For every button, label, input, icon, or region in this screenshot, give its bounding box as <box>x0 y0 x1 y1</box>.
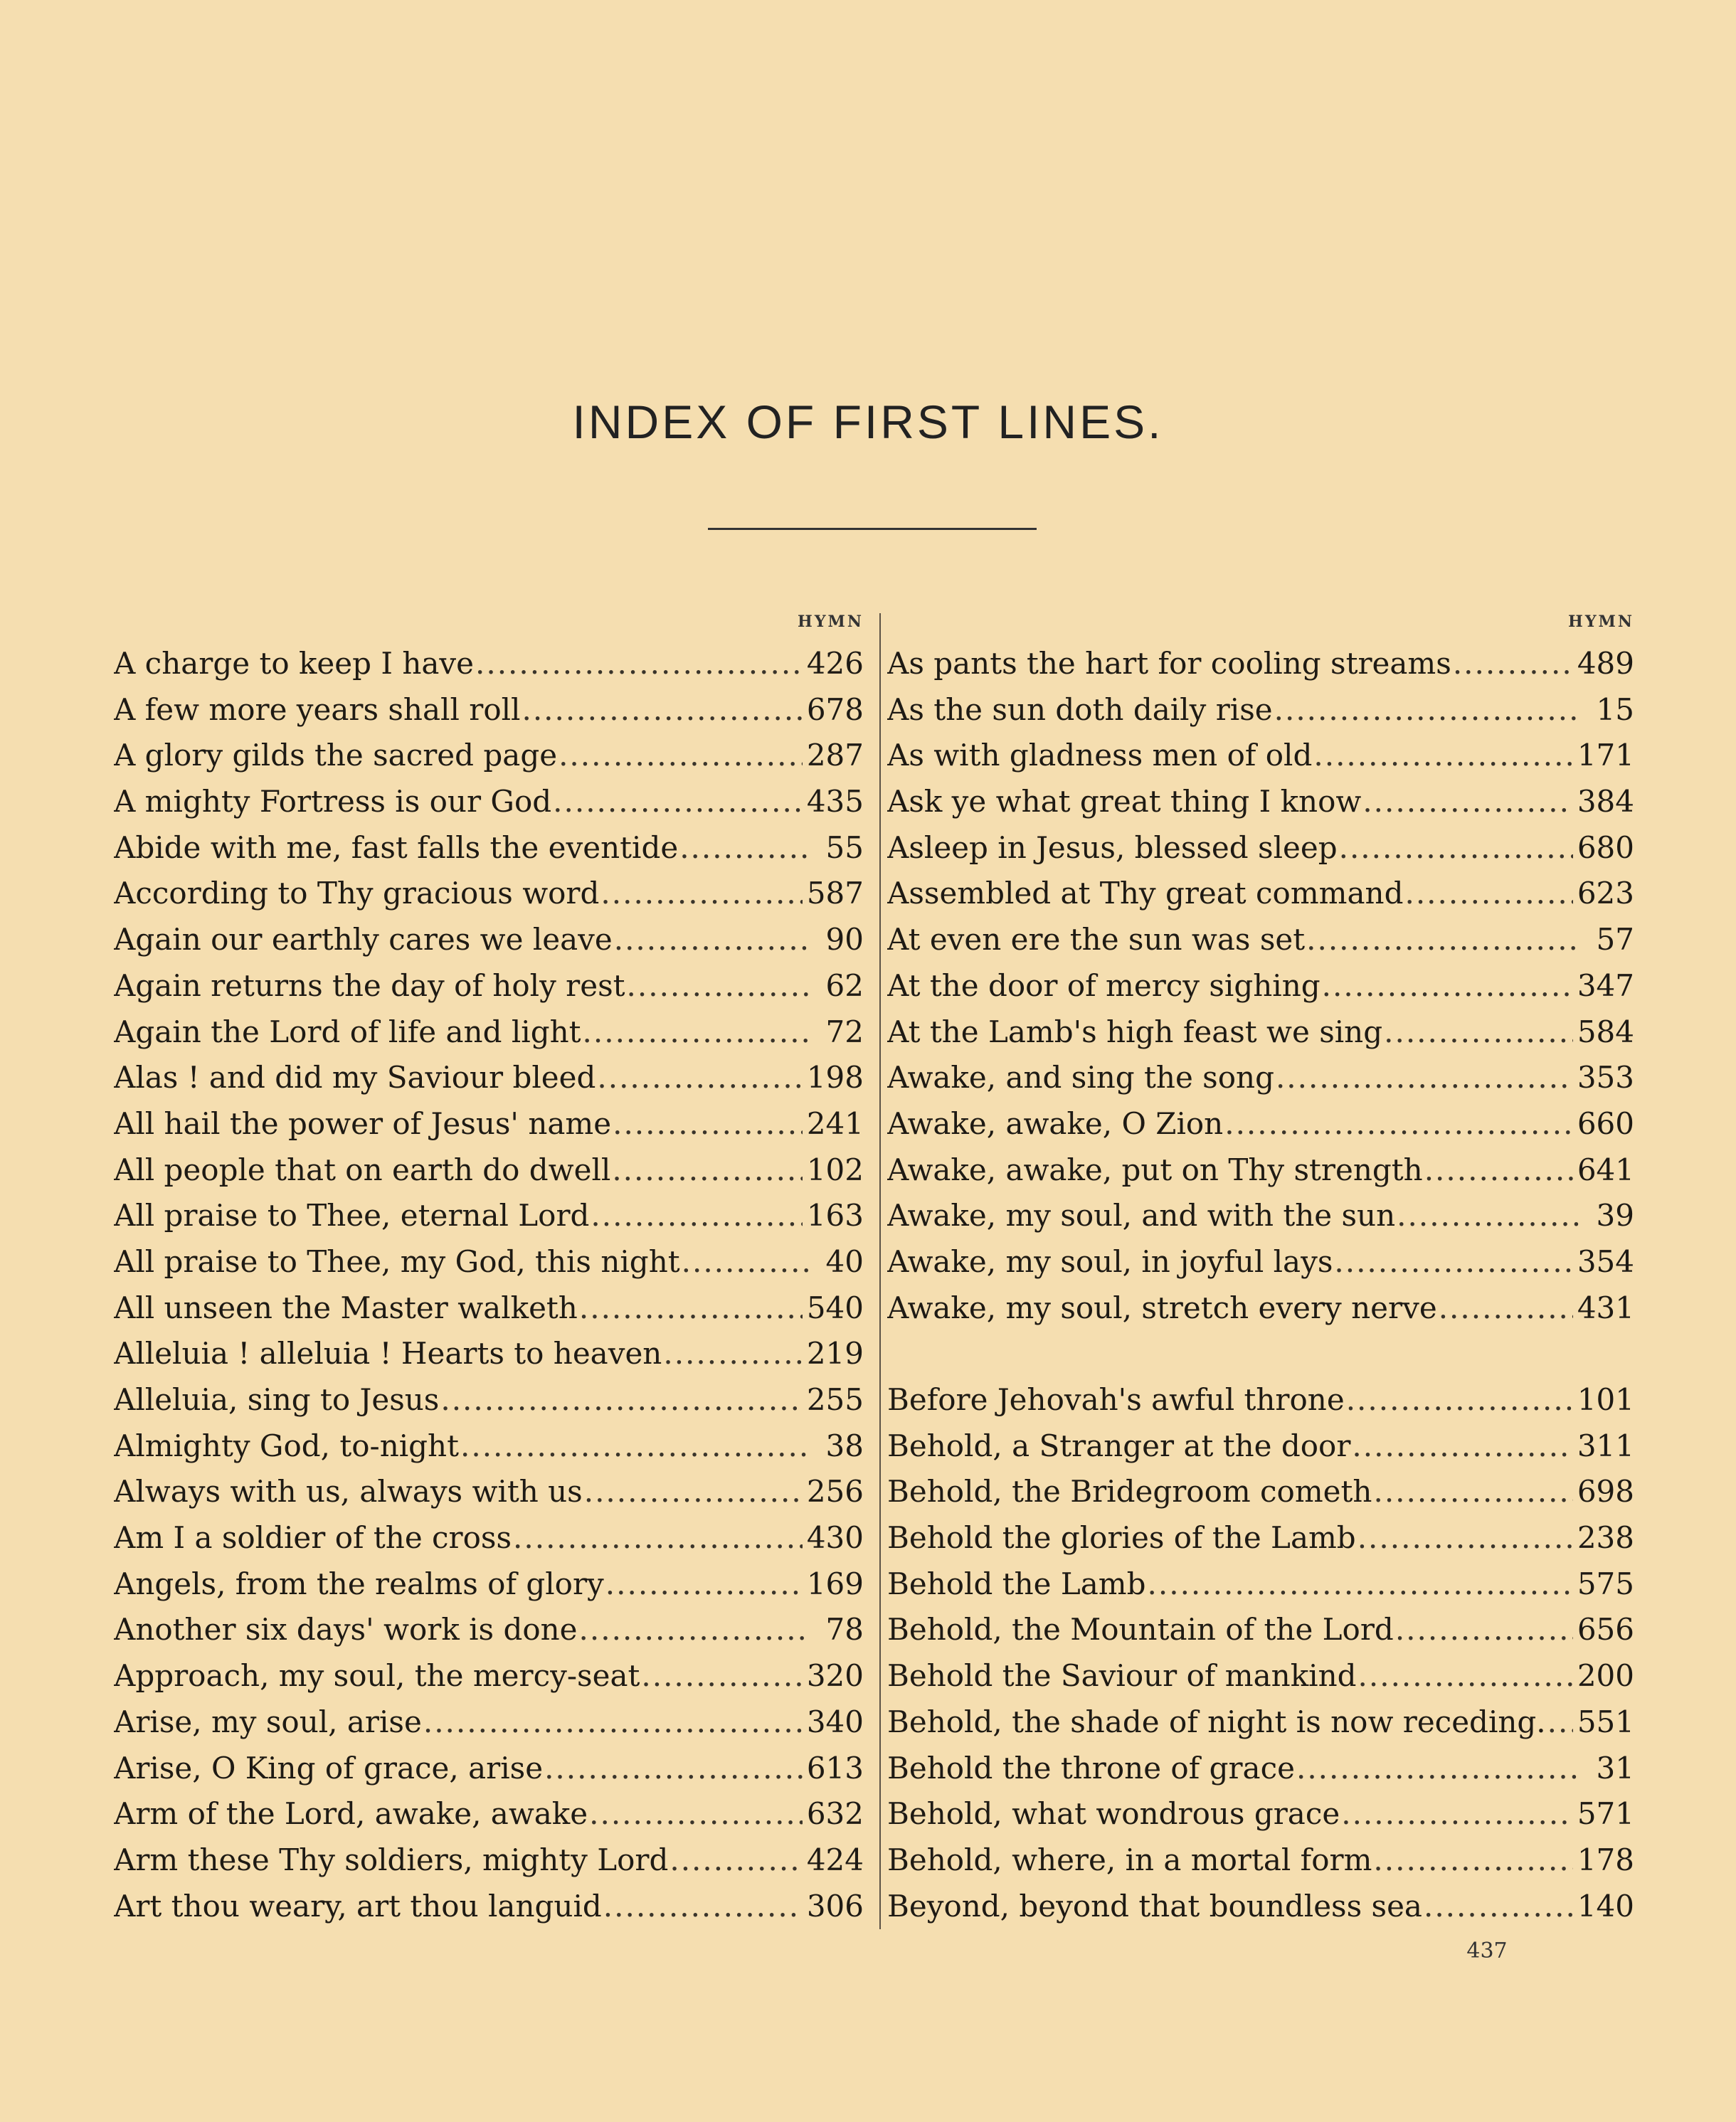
dot-leader <box>522 687 802 733</box>
hymn-number: 238 <box>1577 1520 1634 1556</box>
index-entry <box>114 1055 864 1101</box>
hymn-column-header: HYMN <box>798 612 864 631</box>
dot-leader <box>1362 779 1573 825</box>
index-entry <box>114 1193 864 1239</box>
index-entry <box>114 641 864 687</box>
hymn-number: 424 <box>806 1842 864 1877</box>
hymn-number: 102 <box>806 1152 864 1187</box>
hymn-number: 571 <box>1577 1796 1634 1832</box>
index-entry <box>114 871 864 917</box>
dot-leader <box>1313 733 1572 779</box>
first-line-text: Approach, my soul, the mercy-seat <box>114 1658 640 1694</box>
index-entry <box>114 825 864 871</box>
first-line-text: Behold the Lamb <box>887 1566 1146 1601</box>
hymn-number: 660 <box>1577 1105 1634 1141</box>
first-line-text: Art thou weary, art thou languid <box>114 1888 602 1924</box>
dot-leader <box>584 1469 803 1515</box>
first-line-text: Behold, the shade of night is now receding. <box>887 1704 1546 1739</box>
hymn-number: 354 <box>1577 1243 1634 1279</box>
dot-leader <box>1296 1746 1580 1792</box>
first-line-text: Abide with me, fast falls the eventide <box>114 829 679 865</box>
first-line-text: Behold the Saviour of mankind <box>887 1658 1357 1694</box>
first-line-text: All people that on earth do dwell <box>114 1152 611 1187</box>
first-line-text: Alas ! and did my Saviour bleed <box>114 1060 596 1096</box>
first-line-text: A charge to keep I have <box>114 646 474 681</box>
first-line-text: A glory gilds the sacred page <box>114 738 558 773</box>
index-entry <box>114 779 864 825</box>
first-line-text: Asleep in Jesus, blessed sleep <box>887 829 1338 865</box>
hymn-number: 200 <box>1577 1658 1634 1694</box>
index-entry <box>887 1101 1634 1147</box>
hymn-number: 678 <box>806 691 864 727</box>
index-entry <box>114 1837 864 1884</box>
hymn-number: 219 <box>806 1336 864 1372</box>
first-line-text: All praise to Thee, eternal Lord <box>114 1198 590 1234</box>
index-entry <box>887 1837 1634 1884</box>
dot-leader <box>1306 917 1580 963</box>
dot-leader <box>544 1746 803 1792</box>
hymn-number: 587 <box>806 876 864 911</box>
index-entry <box>887 871 1634 917</box>
dot-leader <box>613 1101 803 1147</box>
index-entry <box>114 917 864 963</box>
dot-leader <box>1224 1101 1573 1147</box>
hymn-number: 57 <box>1596 922 1634 957</box>
hymn-number: 38 <box>825 1428 864 1463</box>
first-line-text: Again our earthly cares we leave <box>114 922 613 957</box>
hymn-number: 72 <box>825 1014 864 1049</box>
index-entry <box>887 1561 1634 1608</box>
hymn-number: 31 <box>1596 1750 1634 1786</box>
index-entry <box>887 1009 1634 1056</box>
index-entry <box>887 1285 1634 1332</box>
dot-leader <box>603 1884 803 1930</box>
first-line-text: A few more years shall roll <box>114 691 521 727</box>
hymn-number: 641 <box>1577 1152 1634 1187</box>
index-entry <box>114 1515 864 1561</box>
first-line-text: Ask ye what great thing I know <box>887 784 1362 819</box>
first-line-text: Again returns the day of holy rest <box>114 967 625 1003</box>
index-entry <box>887 825 1634 871</box>
hymn-number: 78 <box>825 1612 864 1648</box>
hymn-number: 287 <box>806 738 864 773</box>
index-entry <box>114 1561 864 1608</box>
dot-leader <box>1404 871 1572 917</box>
first-line-text: Almighty God, to-night <box>114 1428 459 1463</box>
hymn-number: 430 <box>806 1520 864 1556</box>
index-entry <box>114 733 864 779</box>
dot-leader <box>1424 1147 1573 1194</box>
hymn-number: 62 <box>825 967 864 1003</box>
dot-leader <box>1373 1837 1572 1884</box>
hymn-number: 40 <box>825 1243 864 1279</box>
hymn-number: 101 <box>1577 1382 1634 1417</box>
index-entry <box>887 1884 1634 1930</box>
title-rule <box>708 528 1037 530</box>
first-line-text: Always with us, always with us <box>114 1474 583 1510</box>
index-entry <box>114 1791 864 1837</box>
dot-leader <box>579 1607 810 1653</box>
first-line-text: Behold, what wondrous grace <box>887 1796 1340 1832</box>
index-entry <box>887 1423 1634 1470</box>
first-line-text: Arise, my soul, arise <box>114 1704 422 1739</box>
dot-leader <box>669 1837 802 1884</box>
first-line-text: Arm of the Lord, awake, awake <box>114 1796 588 1832</box>
first-line-text: Alleluia ! alleluia ! Hearts to heaven <box>114 1336 662 1372</box>
hymn-number: 178 <box>1577 1842 1634 1877</box>
hymn-number: 340 <box>806 1704 864 1739</box>
hymn-number: 680 <box>1577 829 1634 865</box>
first-line-text: As the sun doth daily rise <box>887 691 1273 727</box>
dot-leader <box>1334 1239 1572 1285</box>
index-entry <box>887 1377 1634 1423</box>
first-line-text: Behold the glories of the Lamb <box>887 1520 1356 1556</box>
index-entry <box>887 1791 1634 1837</box>
first-line-text: Awake, my soul, and with the sun <box>887 1198 1396 1234</box>
dot-leader <box>589 1791 803 1837</box>
dot-leader <box>559 733 803 779</box>
dot-leader <box>1274 687 1580 733</box>
first-line-text: Awake, and sing the song <box>887 1060 1274 1096</box>
dot-leader <box>1547 1699 1573 1746</box>
dot-leader <box>1148 1561 1573 1608</box>
index-entry <box>887 1653 1634 1699</box>
hymn-number: 39 <box>1596 1198 1634 1234</box>
first-line-text: A mighty Fortress is our God <box>114 784 552 819</box>
hymn-number: 551 <box>1577 1704 1634 1739</box>
first-line-text: Awake, awake, put on Thy strength <box>887 1152 1423 1187</box>
dot-leader <box>1395 1607 1573 1653</box>
first-line-text: Angels, from the realms of glory <box>114 1566 604 1601</box>
index-entry <box>114 1009 864 1056</box>
index-column-left <box>114 614 864 1929</box>
hymn-number: 632 <box>806 1796 864 1832</box>
index-entry <box>114 1746 864 1792</box>
first-line-text: Assembled at Thy great command <box>887 876 1404 911</box>
first-line-text: All hail the power of Jesus' name <box>114 1105 612 1141</box>
index-entry <box>887 1239 1634 1285</box>
hymn-number: 163 <box>806 1198 864 1234</box>
first-line-text: Again the Lord of life and light <box>114 1014 581 1049</box>
hymn-number: 353 <box>1577 1060 1634 1096</box>
hymn-number: 431 <box>1577 1290 1634 1325</box>
first-line-text: Behold, the Bridegroom cometh <box>887 1474 1372 1510</box>
dot-leader <box>591 1193 802 1239</box>
dot-leader <box>1384 1009 1573 1056</box>
column-divider <box>879 613 881 1929</box>
hymn-number: 489 <box>1577 646 1634 681</box>
index-entry <box>114 1101 864 1147</box>
first-line-text: Behold, a Stranger at the door <box>887 1428 1351 1463</box>
dot-leader <box>475 641 803 687</box>
hymn-number: 426 <box>806 646 864 681</box>
hymn-number: 584 <box>1577 1014 1634 1049</box>
entry-list <box>887 641 1634 1331</box>
hymn-number: 241 <box>806 1105 864 1141</box>
dot-leader <box>1346 1377 1573 1423</box>
hymn-number: 656 <box>1577 1612 1634 1648</box>
dot-leader <box>682 1239 810 1285</box>
index-entry <box>887 963 1634 1009</box>
dot-leader <box>605 1561 803 1608</box>
hymn-number: 255 <box>806 1382 864 1417</box>
index-entry <box>114 1377 864 1423</box>
dot-leader <box>1276 1055 1573 1101</box>
page-number: 437 <box>1466 1938 1508 1963</box>
index-entry <box>887 779 1634 825</box>
first-line-text: All unseen the Master walketh <box>114 1290 578 1325</box>
hymn-number: 15 <box>1596 691 1634 727</box>
dot-leader <box>600 871 802 917</box>
letter-group-gap <box>887 1331 1634 1377</box>
dot-leader <box>423 1699 803 1746</box>
dot-leader <box>1357 1515 1573 1561</box>
index-entry <box>114 1884 864 1930</box>
hymn-number: 613 <box>806 1750 864 1786</box>
entry-list <box>887 1377 1634 1929</box>
dot-leader <box>440 1377 802 1423</box>
hymn-number: 384 <box>1577 784 1634 819</box>
page-title: INDEX OF FIRST LINES. <box>572 396 1164 448</box>
dot-leader <box>1339 825 1573 871</box>
index-entry <box>887 1607 1634 1653</box>
hymn-number: 623 <box>1577 876 1634 911</box>
first-line-text: At the Lamb's high feast we sing <box>887 1014 1383 1049</box>
first-line-text: Behold, where, in a mortal form <box>887 1842 1372 1877</box>
hymn-number: 320 <box>806 1658 864 1694</box>
first-line-text: At the door of mercy sighing <box>887 967 1320 1003</box>
index-entry <box>887 1699 1634 1746</box>
index-entry <box>887 733 1634 779</box>
dot-leader <box>1358 1653 1573 1699</box>
hymn-number: 256 <box>806 1474 864 1510</box>
hymn-number: 171 <box>1577 738 1634 773</box>
dot-leader <box>1439 1285 1573 1332</box>
index-entry <box>114 1239 864 1285</box>
hymn-number: 311 <box>1577 1428 1634 1463</box>
index-entry <box>114 1653 864 1699</box>
first-line-text: Beyond, beyond that boundless sea <box>887 1888 1422 1924</box>
first-line-text: Behold, the Mountain of the Lord <box>887 1612 1394 1648</box>
first-line-text: Awake, awake, O Zion <box>887 1105 1224 1141</box>
first-line-text: Alleluia, sing to Jesus <box>114 1382 440 1417</box>
first-line-text: Am I a soldier of the cross <box>114 1520 512 1556</box>
first-line-text: At even ere the sun was set <box>887 922 1306 957</box>
first-line-text: Awake, my soul, stretch every nerve <box>887 1290 1437 1325</box>
dot-leader <box>597 1055 802 1101</box>
index-entry <box>887 1469 1634 1515</box>
first-line-text: Before Jehovah's awful throne <box>887 1382 1345 1417</box>
first-line-text: As pants the hart for cooling streams <box>887 646 1451 681</box>
hymn-number: 575 <box>1577 1566 1634 1601</box>
index-entry <box>114 1331 864 1377</box>
index-entry <box>887 1055 1634 1101</box>
first-line-text: As with gladness men of old <box>887 738 1313 773</box>
first-line-text: Arise, O King of grace, arise <box>114 1750 544 1786</box>
dot-leader <box>1373 1469 1572 1515</box>
hymn-column-header: HYMN <box>1568 612 1634 631</box>
index-entry <box>114 1699 864 1746</box>
dot-leader <box>579 1285 803 1332</box>
hymn-number: 306 <box>806 1888 864 1924</box>
dot-leader <box>1397 1193 1580 1239</box>
index-entry <box>114 1147 864 1194</box>
index-entry <box>887 1515 1634 1561</box>
dot-leader <box>641 1653 802 1699</box>
index-entry <box>887 641 1634 687</box>
dot-leader <box>663 1331 802 1377</box>
first-line-text: Behold the throne of grace <box>887 1750 1295 1786</box>
dot-leader <box>614 917 810 963</box>
hymn-number: 698 <box>1577 1474 1634 1510</box>
hymn-number: 169 <box>806 1566 864 1601</box>
hymn-number: 198 <box>806 1060 864 1096</box>
dot-leader <box>513 1515 803 1561</box>
index-entry <box>114 1285 864 1332</box>
index-entry <box>887 1147 1634 1194</box>
index-entry <box>887 1193 1634 1239</box>
dot-leader <box>1341 1791 1573 1837</box>
index-entry <box>114 963 864 1009</box>
index-entry <box>114 687 864 733</box>
dot-leader <box>460 1423 810 1470</box>
first-line-text: Awake, my soul, in joyful lays <box>887 1243 1333 1279</box>
dot-leader <box>1352 1423 1572 1470</box>
index-entry <box>887 1746 1634 1792</box>
dot-leader <box>679 825 810 871</box>
hymn-number: 347 <box>1577 967 1634 1003</box>
first-line-text: Arm these Thy soldiers, mighty Lord <box>114 1842 669 1877</box>
first-line-text: All praise to Thee, my God, this night <box>114 1243 680 1279</box>
hymn-number: 435 <box>806 784 864 819</box>
index-entry <box>114 1469 864 1515</box>
index-entry <box>887 687 1634 733</box>
index-column-right <box>887 614 1634 1929</box>
first-line-text: Another six days' work is done <box>114 1612 578 1648</box>
hymn-number: 55 <box>825 829 864 865</box>
index-entry <box>114 1423 864 1470</box>
dot-leader <box>627 963 810 1009</box>
hymn-number: 90 <box>825 922 864 957</box>
dot-leader <box>553 779 803 825</box>
dot-leader <box>1322 963 1573 1009</box>
dot-leader <box>612 1147 803 1194</box>
dot-leader <box>1453 641 1573 687</box>
hymn-number: 140 <box>1577 1888 1634 1924</box>
index-entry <box>114 1607 864 1653</box>
entry-list <box>114 641 864 1929</box>
dot-leader <box>583 1009 810 1056</box>
hymn-number: 540 <box>806 1290 864 1325</box>
dot-leader <box>1424 1884 1573 1930</box>
index-entry <box>887 917 1634 963</box>
first-line-text: According to Thy gracious word <box>114 876 600 911</box>
